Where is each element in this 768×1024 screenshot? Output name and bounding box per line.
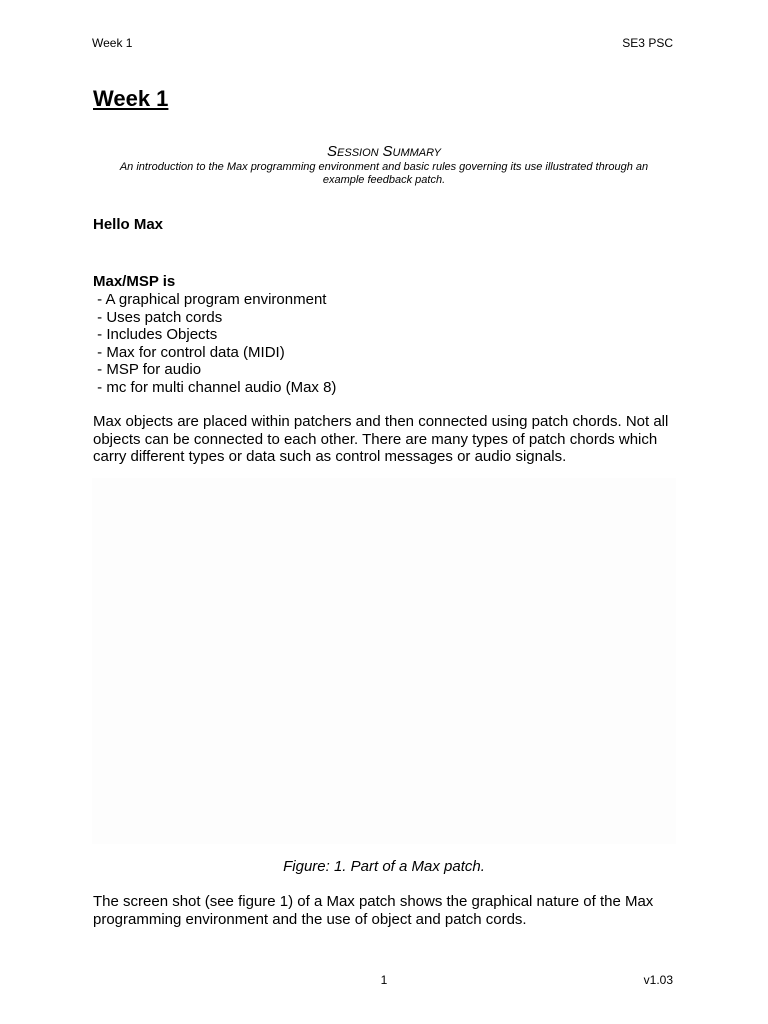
list-item: - MSP for audio [93,361,202,378]
list-item: - Uses patch cords [93,308,223,326]
paragraph-patchers: Max objects are placed within patchers and then connected using patch chords. Not all objects can be connected to each other. There are many types of patch chords which carry different types or data such as control messages or audio signals. [93,413,669,465]
header-left: Week 1 [92,36,133,50]
section-heading-hello-max: Hello Max [93,216,164,233]
list-item: - Max for control data (MIDI) [93,343,285,361]
figure-image-placeholder [92,478,676,844]
max-msp-list [93,291,336,396]
summary-heading-rest-1: ESSION [337,147,379,159]
section-heading-max-msp: Max/MSP is [93,273,176,290]
list-item: - Includes Objects [93,326,218,343]
list-item: - A graphical program environment [93,291,327,308]
figure-caption: Figure: 1. Part of a Max patch. [283,858,485,875]
session-summary-text: An introduction to the Max programming environment and basic rules governing its use illustrated through an example feedback patch. [119,161,649,186]
summary-heading-initial-1: S [327,143,338,160]
session-summary-heading [0,143,768,160]
list-item: - mc for multi channel audio (Max 8) [93,378,337,396]
page-title: Week 1 [93,86,169,111]
page-number: 1 [380,973,388,987]
version-label: v1.03 [643,973,673,987]
summary-heading-initial-2: S [382,143,393,160]
summary-heading-rest-2: UMMARY [392,147,441,159]
header-right: SE3 PSC [622,36,673,50]
paragraph-screenshot: The screen shot (see figure 1) of a Max patch shows the graphical nature of the Max programming environment and the use of object and patch cords. [93,893,654,928]
